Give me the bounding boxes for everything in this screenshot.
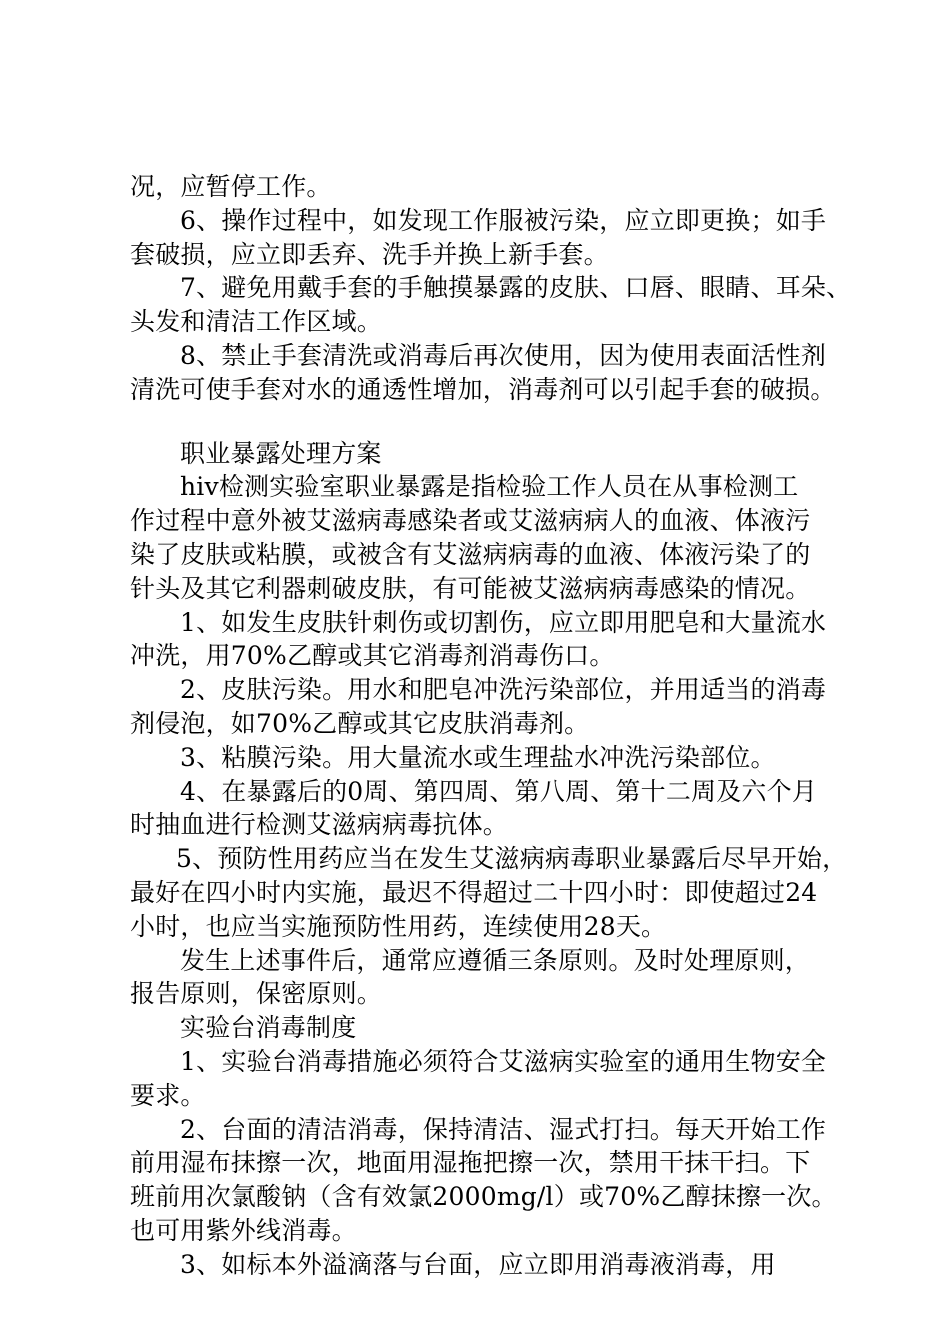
text-line: 最好在四小时内实施，最迟不得超过二十四小时：即使超过24: [130, 877, 818, 907]
text-line: 冲洗，用70%乙醇或其它消毒剂消毒伤口。: [130, 641, 615, 671]
text-line: 2、台面的清洁消毒，保持清洁、湿式打扫。每天开始工作: [180, 1114, 827, 1144]
document-page: [130, 170, 852, 1282]
text-line: 2、皮肤污染。用水和肥皂冲洗污染部位，并用适当的消毒: [180, 675, 827, 705]
paragraph-gap: [130, 407, 830, 437]
text-line: 报告原则，保密原则。: [130, 979, 383, 1009]
section-heading: 职业暴露处理方案: [180, 438, 382, 468]
text-line: 况，应暂停工作。: [130, 172, 332, 201]
text-line: 6、操作过程中，如发现工作服被污染，应立即更换；如手: [180, 205, 827, 235]
text-line: hiv检测实验室职业暴露是指检验工作人员在从事检测工: [180, 472, 799, 502]
text-line: 5、预防性用药应当在发生艾滋病病毒职业暴露后尽早开始，: [176, 844, 848, 874]
text-line: 4、在暴露后的0周、第四周、第八周、第十二周及六个月: [180, 776, 818, 806]
text-line: 8、禁止手套清洗或消毒后再次使用，因为使用表面活性剂: [180, 340, 827, 370]
text-line: 3、如标本外溢滴落与台面，应立即用消毒液消毒，用: [180, 1249, 776, 1279]
text-line: 小时，也应当实施预防性用药，连续使用28天。: [130, 911, 667, 941]
text-line: 作过程中意外被艾滋病毒感染者或艾滋病病人的血液、体液污: [130, 506, 811, 536]
text-line: 班前用次氯酸钠（含有效氯2000mg/l）或70%乙醇抹擦一次。: [130, 1182, 837, 1212]
text-line: 套破损，应立即丢弃、洗手并换上新手套。: [130, 239, 609, 269]
text-line: 3、粘膜污染。用大量流水或生理盐水冲洗污染部位。: [180, 742, 776, 772]
section-heading: 实验台消毒制度: [180, 1013, 357, 1043]
text-line: 7、避免用戴手套的手触摸暴露的皮肤、口唇、眼睛、耳朵、: [180, 273, 852, 303]
text-line: 1、如发生皮肤针刺伤或切割伤，应立即用肥皂和大量流水: [180, 607, 827, 637]
text-line: 时抽血进行检测艾滋病病毒抗体。: [130, 810, 509, 840]
text-line: 发生上述事件后，通常应遵循三条原则。及时处理原则，: [180, 945, 811, 975]
text-line: 染了皮肤或粘膜，或被含有艾滋病病毒的血液、体液污染了的: [130, 539, 811, 569]
text-line: 剂侵泡，如70%乙醇或其它皮肤消毒剂。: [130, 708, 590, 738]
text-line: 也可用紫外线消毒。: [130, 1215, 357, 1245]
text-line: 要求。: [130, 1080, 206, 1110]
text-line: 前用湿布抹擦一次，地面用湿拖把擦一次，禁用干抹干扫。下: [130, 1148, 811, 1178]
text-line: 针头及其它利器刺破皮肤，有可能被艾滋病病毒感染的情况。: [130, 573, 811, 603]
text-line: 头发和清洁工作区域。: [130, 307, 383, 337]
text-line: 1、实验台消毒措施必须符合艾滋病实验室的通用生物安全: [180, 1046, 827, 1076]
text-line: 清洗可使手套对水的通透性增加，消毒剂可以引起手套的破损。: [130, 374, 836, 404]
